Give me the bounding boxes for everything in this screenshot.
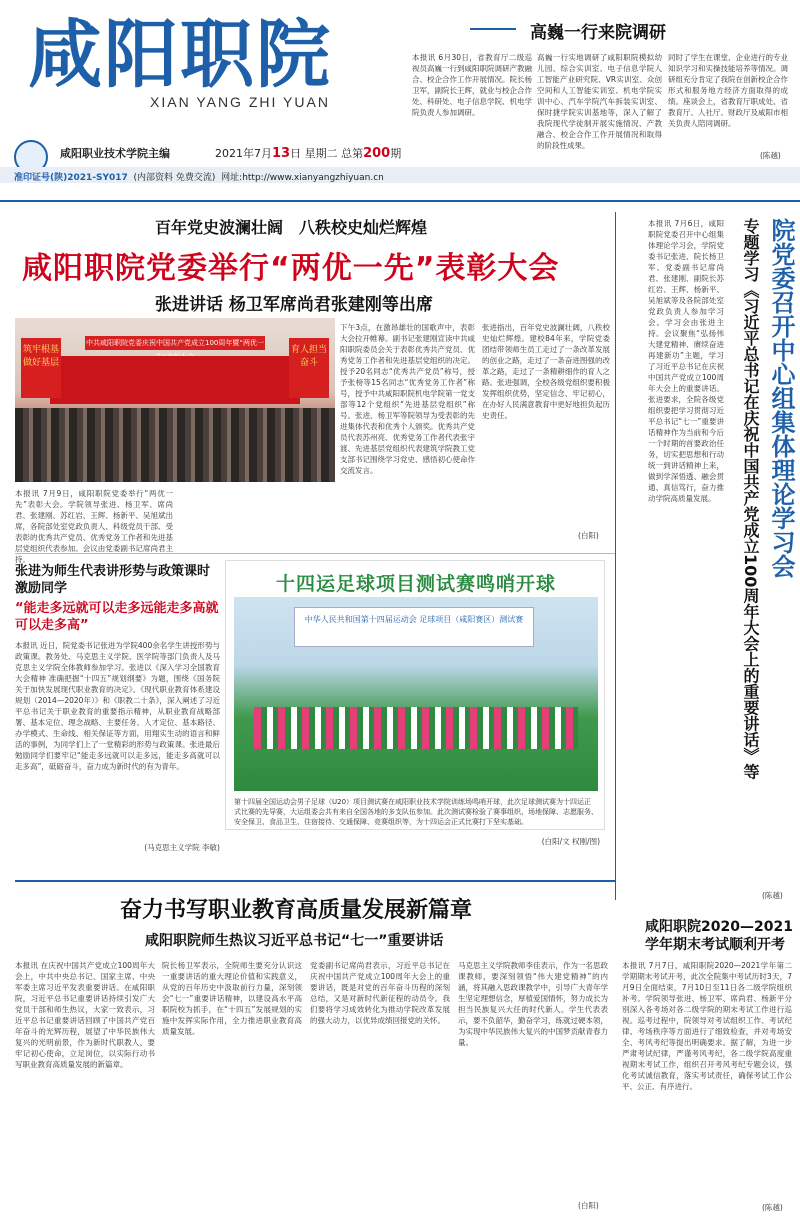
photo-author: (白阳/文 权刚/图) bbox=[541, 837, 600, 846]
exam-story-title: 咸阳职院2020—2021学年期末考试顺利开考 bbox=[645, 919, 793, 953]
right-story-subtitle: 专题学习《习近平总书记在庆祝中国共产党成立100周年大会上的重要讲话》等 bbox=[741, 218, 760, 780]
info-strip bbox=[0, 167, 800, 183]
lead-title: 咸阳职院党委举行“两优一先”表彰大会 bbox=[22, 251, 560, 286]
lead-body-3: 张进指出，百年党史波澜壮阔，八秩校史灿烂辉煌。建校84年来，学院党委团结带领师生员工走过了一条改革发展的创业之路，走过了一条奋进图强的改革之路，走过了一条精耕细作的育人之路。张进强调，全校各级党组织要积极发挥组织优势，坚定信念、牢记初心，在办好人民满意教育中更好地担负起历史责任。 bbox=[482, 323, 610, 420]
issue-number: 200 bbox=[363, 146, 391, 161]
bottom-body-2: 院长杨卫军表示，全院师生要充分认识这一重要讲话的重大理论价值和实践意义，从党的百年历史中汲取前行力量，深刻领会“七一”重要讲话精神，以建设高水平高职院校为抓手，在“十四五”发展规划的实施中发挥实际作用，全力推进职业教育高质量发展。 bbox=[162, 961, 302, 1036]
top-story-body-right: 同时了学生在课堂、企业进行的专业知识学习和实操技能培养等情况。调研组充分肯定了我院在创新校企合作形式和服务地方经济方面取得的成绩。座谈会上，省教育厅职成处、省教育厅、人社厅、财政厅及咸阳市相关负责人陪同调研。 bbox=[668, 53, 788, 128]
left-col-title: 张进为师生代表讲形势与政策课时激励同学 bbox=[15, 564, 211, 596]
right-story-title: 院党委召开中心组集体理论学习会 bbox=[767, 218, 795, 578]
top-story-author: (陈越) bbox=[760, 151, 781, 160]
left-col-red-title: “能走多远就可以走多远能走多高就可以走多高” bbox=[15, 601, 219, 633]
football-photo-story bbox=[225, 560, 605, 830]
right-story-body: 本报讯 7月6日，咸阳职院党委召开中心组集体理论学习会，学院党委书记张进、院长杨卫军、党委副书记席尚君、张建刚、副院长苏红岩、王辉、杨新平、吴旭斌等及各院部处室党政负责人参加学习会。学习会由张进主持。会议聚焦“弘扬伟大建党精神、赓续奋进再建新功”主题，学习了习近平总书记在庆祝中国共产党成立100周年大会上的重要讲话。张进要求，全院各级党组织要把学习贯彻习近平总书记“七一”重要讲话精神作为当前和今后一个时期的首要政治任务，切实把思想和行动统一到讲话精神上来，做到学深悟透、融会贯通、真信笃行，奋力推动学院高质量发展。 bbox=[648, 219, 724, 503]
exam-story-author: (陈越) bbox=[762, 1203, 783, 1212]
right-story-author: (陈越) bbox=[762, 891, 783, 900]
bottom-body-1: 本报讯 在庆祝中国共产党成立100周年大会上，中共中央总书记、国家主席、中央军委主席习近平发表重要讲话。在咸阳职院，习近平总书记重要讲话持续引发广大党员干部和师生热议，大家一致表示，习近平总书记重要讲话回顾了中国共产党百年奋斗的光辉历程，展望了中华民族伟大复兴的光明前景，作为新时代职教人，要牢记初心使命，立足岗位，以实际行动书写职业教育高质量发展的新篇章。 bbox=[15, 961, 155, 1069]
exam-story-body: 本报讯 7月7日，咸阳职院2020—2021学年第二学期期末考试开考，此次全院集中考试历时3天，7月9日全面结束，7月10日至11日各二级学院组织补考。学院领导张进、杨卫军、席尚君、杨新平分别深入各考场对各二级学院的期末考试工作进行巡视。巡考过程中，院领导对考试组织工作、考试纪律、考场秩序等方面进行了细致检查，并对考场安全、考风考纪等提出明确要求。据了解，为进一步严肃考试纪律，严谨考风考纪，各二级学院高度重视期末考试工作，组织召开考风考纪专题会议，强化考试诚信教育，落实考试责任，确保考试工作公平、公正、有序进行。 bbox=[622, 961, 792, 1091]
issue-suffix: 期 bbox=[390, 147, 402, 160]
section-divider bbox=[0, 200, 800, 202]
right-story-body-cont bbox=[620, 600, 790, 890]
masthead-title: 咸阳职院 bbox=[28, 12, 332, 98]
ceremony-photo bbox=[15, 318, 335, 482]
football-photo bbox=[234, 597, 598, 791]
photo-caption: 第十四届全国运动会男子足球（U20）项目测试赛在咸阳职业技术学院训练场鸣哨开球，此次足球测试赛为十四运正式比赛的先导赛，大运组委会共有来自全国各地的多支队伍参加。此次测试赛检验了赛事组织、场地保障、志愿服务、安全保卫、食品卫生、住宿接待、交通保障、竞赛组织等，为十四运会正式比赛打下坚实基础。 bbox=[234, 798, 598, 826]
photo-story-title: 十四运足球项目测试赛鸣哨开球 bbox=[275, 573, 556, 595]
lead-kicker: 百年党史波澜壮阔 八秩校史灿烂辉煌 bbox=[155, 218, 428, 237]
left-col-author: (马克思主义学院 李敏) bbox=[144, 843, 220, 852]
bottom-divider bbox=[15, 880, 615, 882]
photo-right-sign: 育人担当奋斗 bbox=[289, 338, 329, 398]
bottom-subtitle: 咸阳职院师生热议习近平总书记“七一”重要讲话 bbox=[145, 933, 444, 949]
lead-body-2: 下午3点，在激昂雄壮的国歌声中，表彰大会拉开帷幕。副书记张建刚宣读中共咸阳职院委员会关于表彰优秀共产党员、优秀党务工作者和先进基层党组织的决定。授予20名同志“优秀共产党员”称号，授予张榜等15名同志“优秀党务工作者”称号，授予中共咸阳职院机电学院第一党支部等12个党组织“先进基层党组织”称号。张进、杨卫军等院领导为受表彰的先进集体代表和优秀个人颁奖。优秀共产党员代表苏州亮、优秀党务工作者代表张宇渡、先进基层党组织代表建筑学院教工党支部书记围绕学习党史、感悟初心使命作交流发言。 bbox=[340, 323, 475, 475]
players-lineup bbox=[254, 707, 578, 749]
date-day: 13 bbox=[272, 146, 291, 161]
photo-banner: 中共咸阳职院党委庆祝中国共产党成立100周年暨“两优一 bbox=[85, 336, 265, 350]
lead-subtitle: 张进讲话 杨卫军席尚君张建刚等出席 bbox=[155, 295, 433, 315]
top-story-body-left: 本报讯 6月30日，省教育厅二级巡视员高巍一行到咸阳职院调研产教融合、校企合作工作开展情况。院长杨卫军，副院长王辉，就业与校企合作处、科研处、电子信息学院、机电学院负责人参加调研。 bbox=[412, 53, 532, 117]
lead-body-1: 本报讯 7月9日，咸阳职院党委举行“两优一先”表彰大会。学院领导张进、杨卫军、席尚君、张建刚、苏红岩、王辉、杨新平、吴旭斌出席，各院部处室党政负责人、科级党员干部、受表彰的优秀共产党员、优秀党务工作者和先进基层党组织代表参加。会议由党委副书记席尚君主持。 bbox=[15, 489, 173, 564]
site-url: 网址:http://www.xianyangzhiyuan.cn bbox=[221, 173, 384, 183]
date-suffix: 日 星期二 总第 bbox=[290, 147, 364, 160]
photo-stage bbox=[50, 356, 300, 404]
strip-note: (内部资料 免费交流) bbox=[133, 173, 216, 183]
publisher-label: 咸阳职业技术学院主编 bbox=[60, 147, 170, 160]
headline-rule bbox=[470, 28, 516, 30]
issue-dateline bbox=[215, 145, 401, 161]
license-no: 准印证号(陕)2021-SY017 bbox=[14, 173, 128, 183]
event-board: 中华人民共和国第十四届运动会 足球项目（咸阳赛区）测试赛 bbox=[294, 607, 534, 647]
bottom-body-4: 马克思主义学院教师李佳表示，作为一名思政课教师，要深刻领悟“伟大建党精神”的内涵，将其融入思政课教学中，引导广大青年学生坚定理想信念，厚植爱国情怀，努力成长为担当民族复兴大任的时代新人。学生代表表示，要不负韶华，勤奋学习，练就过硬本领，为实现中华民族伟大复兴的中国梦贡献青春力量。 bbox=[458, 961, 608, 1047]
right-column-rule bbox=[615, 212, 616, 900]
date-prefix: 2021年7月 bbox=[215, 147, 272, 160]
left-col-body: 本报讯 近日，院党委书记张进为学院400余名学生讲授形势与政策课。教务处、马克思主义学院、医学院等部门负责人及马克思主义学院全体教师参加学习。张进以《深入学习全国教育大会精神 准确把握“十四五”规划纲要》为题，围绕《国务院关于加快发展现代职业教育的决定》、《现代职业教育体系建设规划（2014—2020年）》和《职教二十条》，深入阐述了习近平总书记关于职业教育的重要指示精神，从职业教育战略部署、基本定位、理念战略、主要任务、人才定位、基本路径、办学模式、生命线、相关保证等方面，用翔实生动的语言和鲜活的事例，为同学们上了一堂精彩的形势与政策课。张进最后勉励同学们要牢记“能走多远就可以走多远，能走多高就可以走多高”，砥砺奋斗，奋力成为新时代的有为青年。 bbox=[15, 641, 220, 771]
photo-audience bbox=[15, 408, 335, 482]
mid-divider bbox=[15, 553, 615, 554]
lead-author: (白阳) bbox=[578, 531, 599, 540]
top-story-headline: 高巍一行来院调研 bbox=[530, 23, 666, 43]
bottom-author: (白阳) bbox=[578, 1201, 599, 1210]
photo-left-sign: 筑牢根基做好基层 bbox=[21, 338, 61, 398]
bottom-title: 奋力书写职业教育高质量发展新篇章 bbox=[120, 898, 473, 923]
top-story-body-mid: 高巍一行实地调研了咸阳职院模拟幼儿园、综合实训室、电子信息学院人工智能产业研究院、VR实训室、众创空间和人工智能实训室、机电学院实训中心、汽车学院汽车拆装实训室、保时捷学院实训基地等，深入了解了我院现代学徒制开展实施情况、产教融合、校企合作工作开展情况和取得的阶段性成果。 bbox=[537, 53, 662, 150]
bottom-body-3: 党委副书记席尚君表示，习近平总书记在庆祝中国共产党成立100周年大会上的重要讲话，既是对党的百年奋斗历程的深刻总结，又是对新时代新征程的动员令。我们要将学习成效转化为推动学院改革发展的强大动力，以优异成绩回报党的关怀。 bbox=[310, 961, 450, 1025]
masthead-pinyin: XIAN YANG ZHI YUAN bbox=[150, 94, 330, 110]
